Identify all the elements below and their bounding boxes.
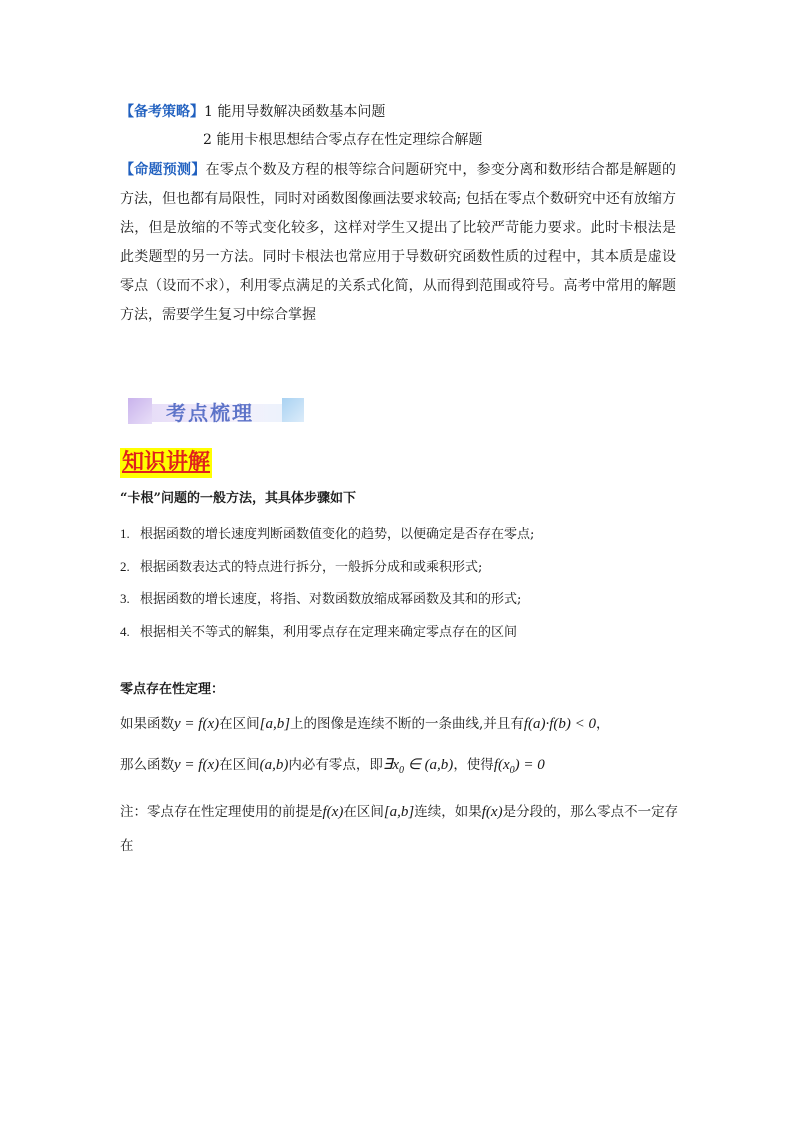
- prediction-paragraph: [120, 156, 676, 330]
- strategy-line-1: [120, 98, 676, 127]
- strategy-item-1: 1 能用导数解决函数基本问题: [204, 104, 386, 120]
- section-banner: [128, 396, 308, 428]
- prediction-label: 【命题预测】: [120, 162, 206, 178]
- list-item: 4. 根据相关不等式的解集，利用零点存在定理来确定零点存在的区间: [120, 623, 518, 640]
- theorem-line-2: 那么函数y = f(x)在区间(a,b)内必有零点，即$\exists x_0$ ∈ (a,b)，使得$f(x_0) = 0$: [120, 757, 545, 776]
- knowledge-heading: 知识讲解: [120, 448, 212, 478]
- strategy-label: 【备考策略】: [120, 104, 204, 120]
- list-item: 1. 根据函数的增长速度判断函数值变化的趋势，以便确定是否存在零点;: [120, 526, 535, 542]
- theorem-line-1: 如果函数y = f(x)在区间[a,b]上的图像是连续不断的一条曲线,并且有f(a)·f(b) < 0，: [120, 716, 610, 732]
- steps-list: [120, 518, 534, 648]
- strategy-item-2: 2 能用卡根思想结合零点存在性定理综合解题: [203, 132, 483, 148]
- steps-intro: “卡根”问题的一般方法，其具体步骤如下: [120, 491, 356, 506]
- list-item: 2. 根据函数表达式的特点进行拆分，一般拆分成和或乘积形式;: [120, 558, 483, 575]
- theorem-title: 零点存在性定理：: [120, 682, 225, 697]
- banner-decoration-right: [282, 398, 304, 422]
- theorem-note: 注：零点存在性定理使用的前提是f(x)在区间[a,b]连续，如果f(x)是分段的，那么零点不一定存在: [120, 804, 679, 854]
- banner-decoration-left: [128, 398, 152, 424]
- list-item: 3. 根据函数的增长速度，将指、对数函数放缩成幂函数及其和的形式;: [120, 591, 522, 607]
- prediction-text: 在零点个数及方程的根等综合问题研究中，参变分离和数形结合都是解题的方法，但也都有局限性，同时对函数图像画法要求较高; 包括在零点个数研究中还有放缩方法，但是放缩的不等式变化较多，这样对学生又提出了比较严苛能力要求。此时卡根法是此类题型的另一方法。同时卡根法也常应用于导数研究函数性质的过程中，其本质是虚设零点（设而不求），利用零点满足的关系式化简，从而得到范围或符号。高考中常用的解题方法，需要学生复习中综合掌握: [120, 162, 677, 323]
- section-title: 考点梳理: [166, 401, 254, 425]
